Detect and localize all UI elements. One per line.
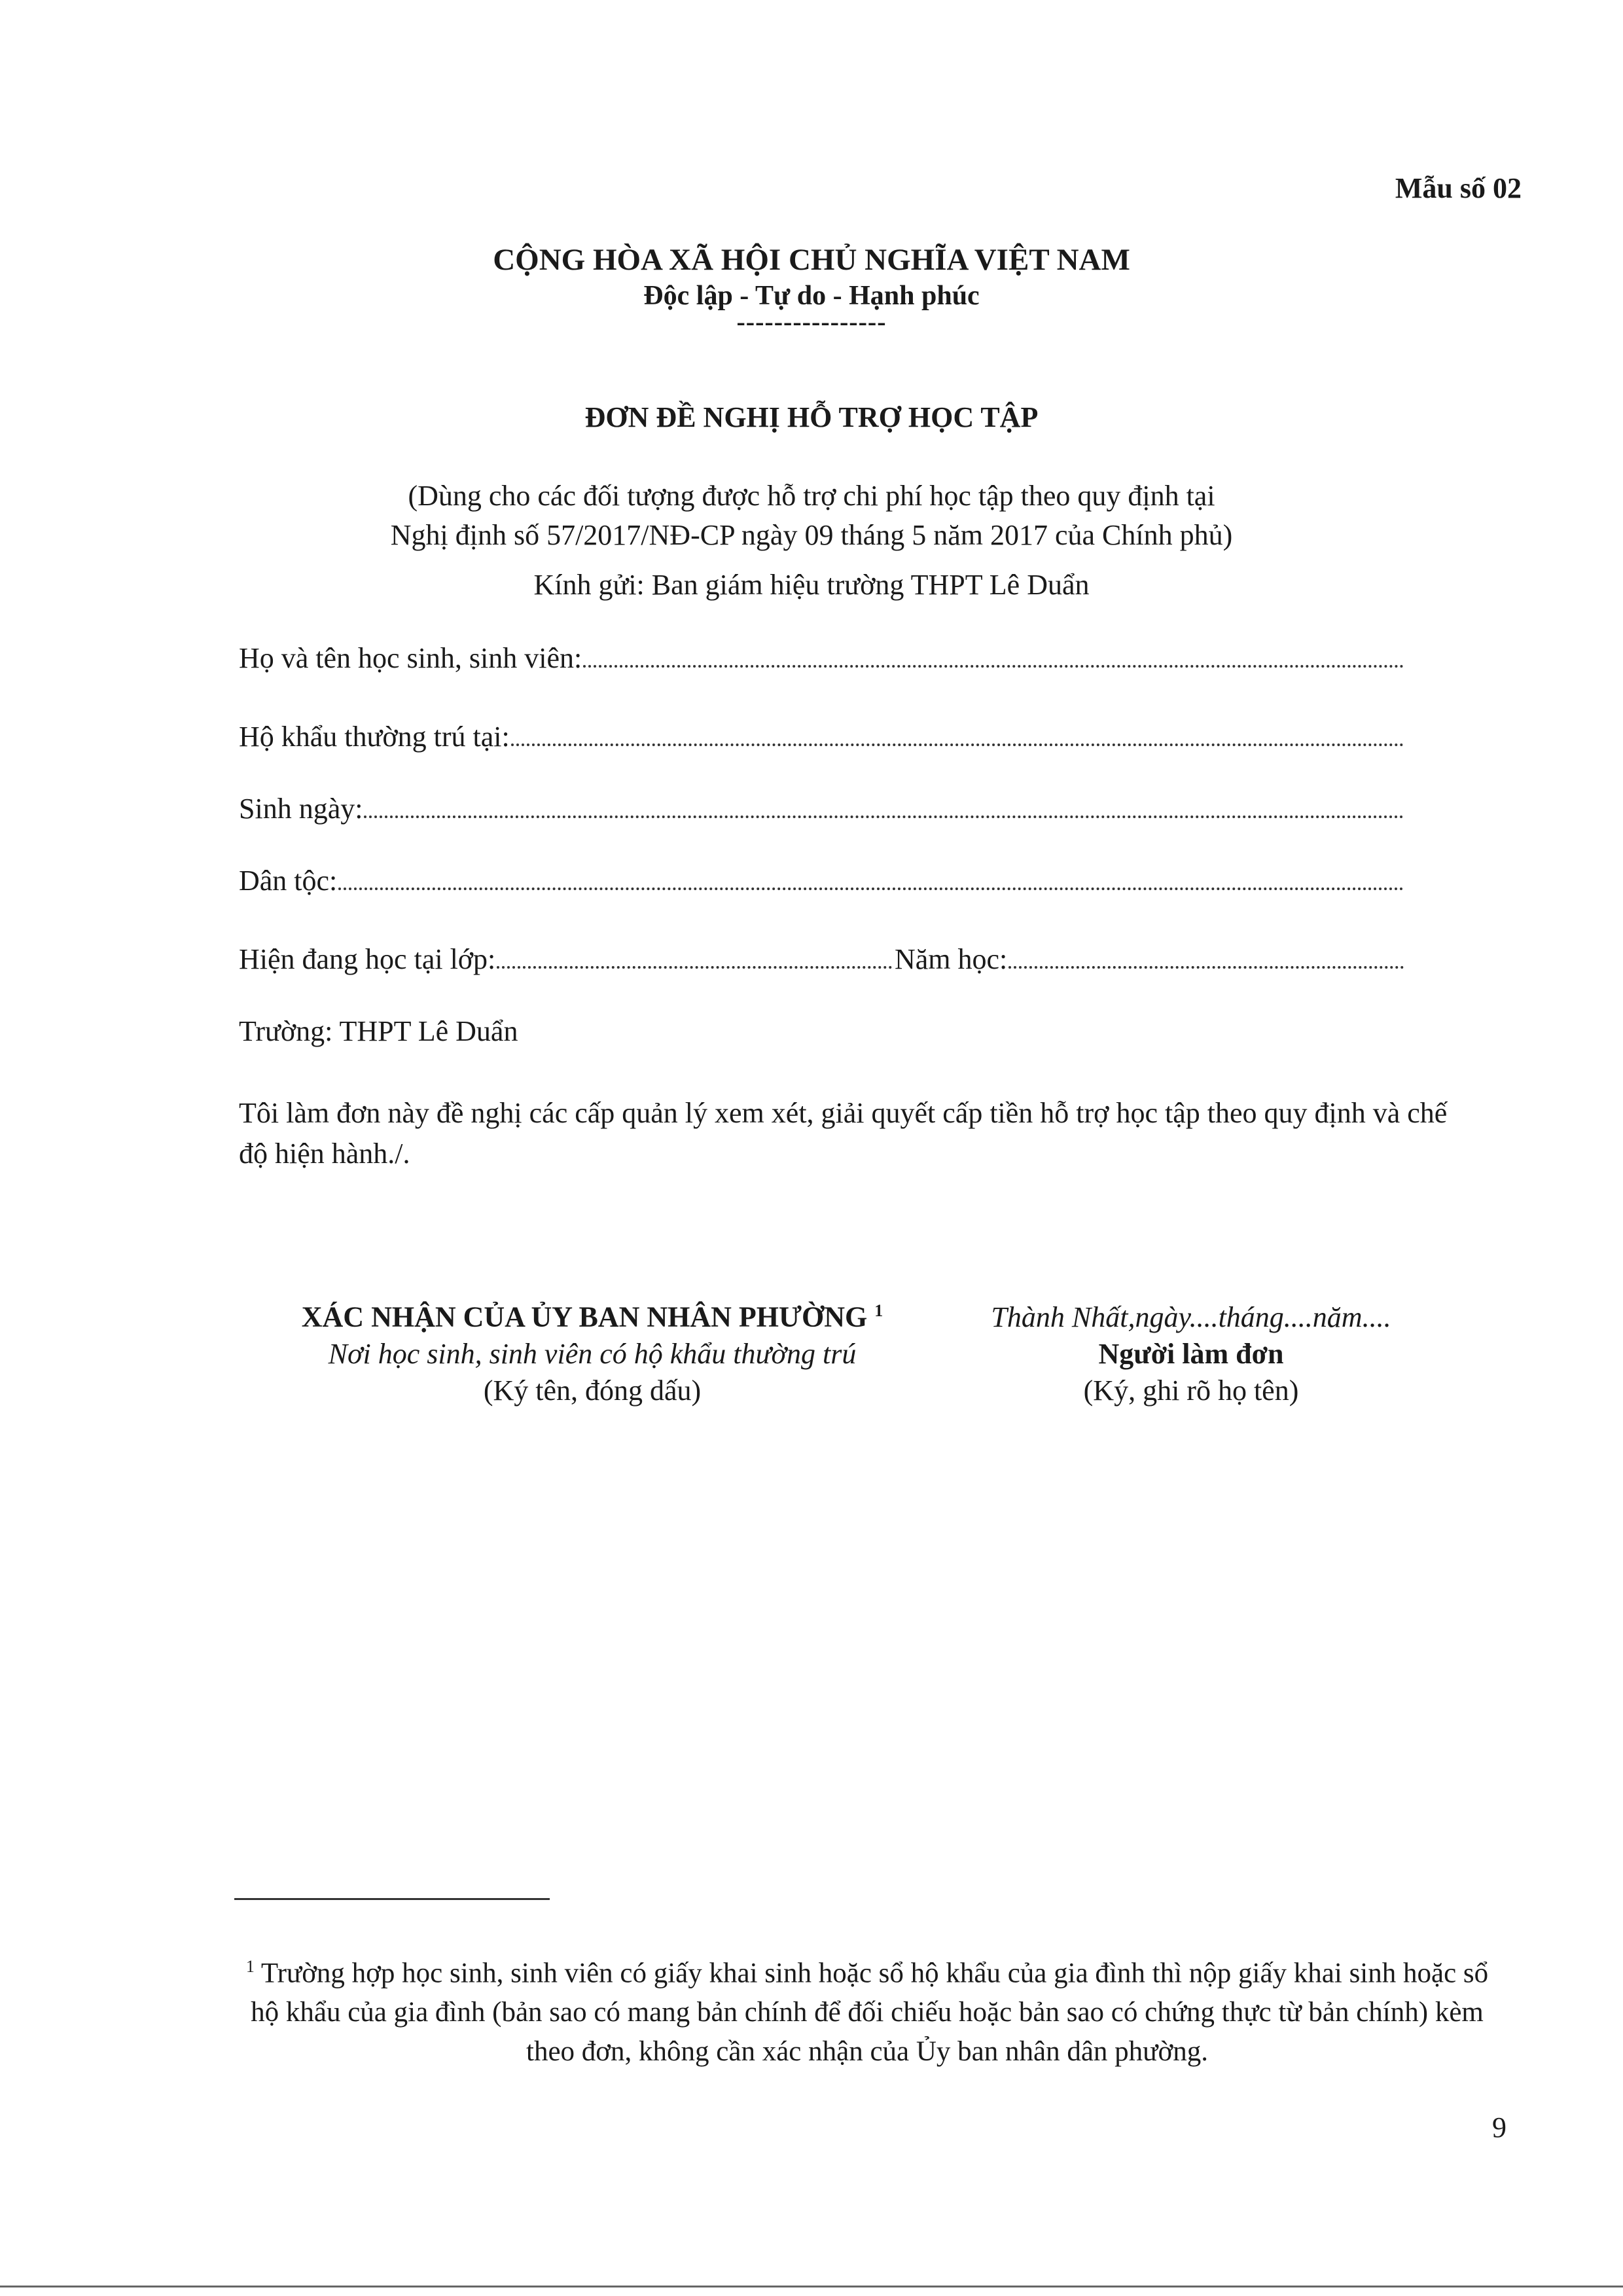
document-title: ĐƠN ĐỀ NGHỊ HỖ TRỢ HỌC TẬP [584, 401, 1039, 433]
purpose-line-2: Nghị định số 57/2017/NĐ-CP ngày 09 tháng 5 năm 2017 của Chính phủ) [390, 519, 1233, 551]
student-name-field[interactable] [239, 641, 1404, 675]
ethnicity-blank[interactable] [338, 867, 1404, 890]
footnote-ref: 1 [874, 1301, 883, 1320]
ward-confirmation-block [236, 1293, 949, 1409]
applicant-signature-note: (Ký, ghi rõ họ tên) [1083, 1374, 1299, 1407]
residence-blank[interactable] [511, 723, 1404, 746]
request-statement: Tôi làm đơn này đề nghị các cấp quản lý xem xét, giải quyết cấp tiền hỗ trợ học tập theo quy định và chế độ hiện hành./. [239, 1097, 1448, 1170]
class-year-field[interactable] [239, 942, 1404, 976]
ward-confirmation-title: XÁC NHẬN CỦA ỦY BAN NHÂN PHƯỜNG $^1$ [301, 1300, 883, 1333]
birth-date-field[interactable] [239, 792, 1404, 825]
footnote-divider [234, 1898, 550, 1900]
motto: Độc lập - Tự do - Hạnh phúc [643, 281, 980, 311]
header-divider: ---------------- [736, 307, 887, 336]
footnote-text: Trường hợp học sinh, sinh viên có giấy khai sinh hoặc sổ hộ khẩu của gia đình thì nộp giấy khai sinh hoặc sổ hộ khẩu của gia đình (bản sao có mang bản chính để đối chiếu hoặc bản sao có chứng thực từ bản chính) kèm theo đơn, không cần xác nhận của Ủy ban nhân dân phường. [251, 1958, 1489, 2068]
student-name-blank[interactable] [583, 644, 1404, 668]
birth-date-label: Sinh ngày: [239, 793, 363, 825]
purpose-note [0, 476, 1623, 555]
ward-confirmation-subtitle: Nơi học sinh, sinh viên có hộ khẩu thường trú [328, 1337, 857, 1370]
page-number: 9 [1492, 2111, 1507, 2144]
recipient-line: Kính gửi: Ban giám hiệu trường THPT Lê Duẩn [533, 569, 1090, 601]
class-label: Hiện đang học tại lớp: [239, 943, 496, 975]
purpose-line-1: (Dùng cho các đối tượng được hỗ trợ chi phí học tập theo quy định tại [408, 480, 1215, 512]
school-line: Trường: THPT Lê Duẩn [239, 1015, 518, 1047]
footnote-marker: 1 [245, 1957, 255, 1976]
footnote [229, 1947, 1505, 2072]
scan-bottom-edge [0, 2286, 1623, 2287]
applicant-signature-block [942, 1299, 1440, 1409]
school-year-label: Năm học: [895, 943, 1008, 975]
ethnicity-field[interactable] [239, 864, 1404, 897]
national-title: CỘNG HÒA XÃ HỘI CHỦ NGHĨA VIỆT NAM [493, 243, 1130, 277]
class-blank[interactable] [497, 945, 892, 969]
national-header [0, 242, 1623, 337]
student-name-label: Họ và tên học sinh, sinh viên: [239, 642, 582, 674]
residence-field[interactable] [239, 720, 1404, 753]
birth-date-blank[interactable] [364, 795, 1404, 818]
place-date-line: Thành Nhất,ngày....tháng....năm.... [991, 1301, 1391, 1333]
ethnicity-label: Dân tộc: [239, 865, 338, 897]
residence-label: Hộ khẩu thường trú tại: [239, 721, 510, 753]
form-number: Mẫu số 02 [1395, 172, 1522, 204]
ward-confirmation-note: (Ký tên, đóng dấu) [483, 1374, 702, 1407]
applicant-title: Người làm đơn [1098, 1338, 1284, 1370]
school-year-blank[interactable] [1008, 945, 1404, 969]
